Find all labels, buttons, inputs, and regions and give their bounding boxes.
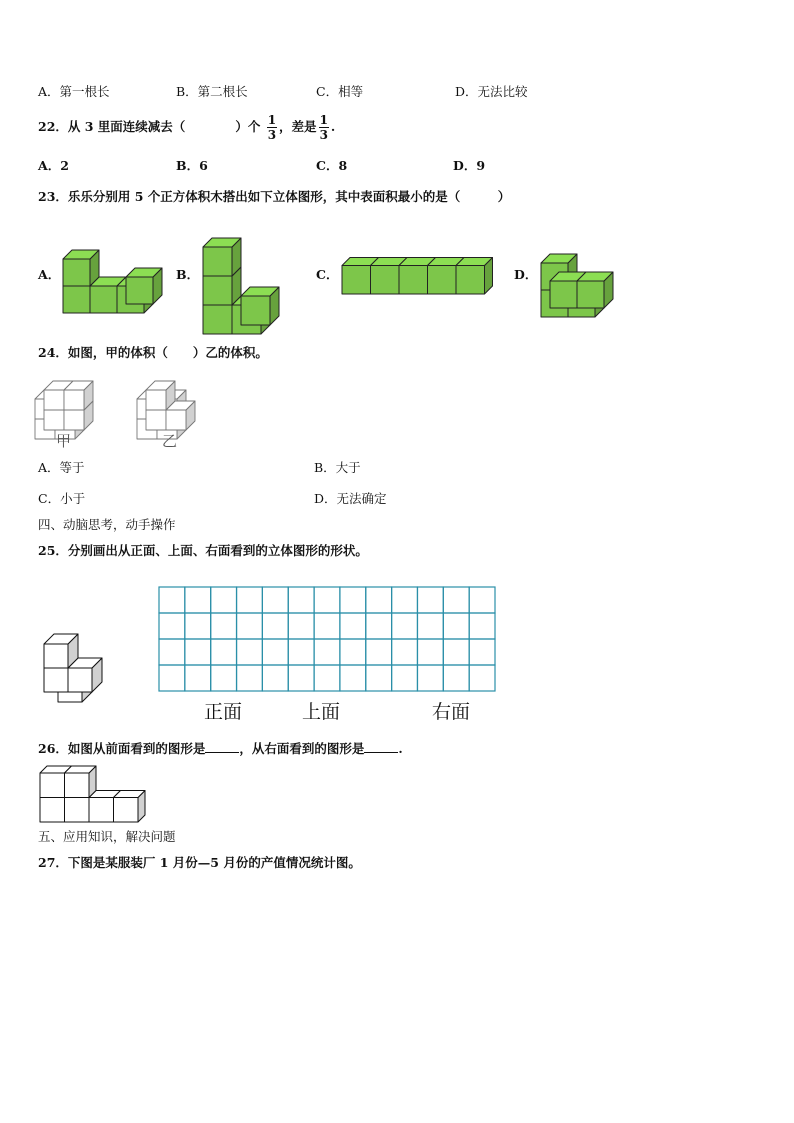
cube-front-face — [89, 798, 114, 823]
grid-cell[interactable] — [211, 613, 237, 639]
grid-cell[interactable] — [159, 639, 185, 665]
cube-front-face — [399, 266, 428, 295]
grid-cell[interactable] — [185, 587, 211, 613]
grid-cell[interactable] — [185, 665, 211, 691]
grid-cell[interactable] — [417, 587, 443, 613]
grid-cell[interactable] — [288, 613, 314, 639]
q22-option-b[interactable]: B．6 — [176, 158, 208, 173]
q25-label-front: 正面 — [204, 701, 243, 723]
q25-stem: 25．分别画出从正面、上面、右面看到的立体图形的形状。 — [38, 543, 368, 558]
grid-cell[interactable] — [314, 665, 340, 691]
grid-cell[interactable] — [392, 587, 418, 613]
cube-front-face — [456, 266, 485, 295]
q23-figure-b — [198, 215, 288, 335]
cube-front-face — [44, 390, 64, 410]
q22-fraction-1 — [267, 114, 277, 141]
cube-front-face — [44, 644, 68, 668]
cube-front-face — [550, 281, 577, 308]
grid-cell[interactable] — [262, 665, 288, 691]
q25-label-top: 上面 — [302, 701, 341, 723]
cube-front-face — [166, 410, 186, 430]
q26-stem-b: ，从右面看到的图形是 — [239, 741, 365, 756]
cube-front-face — [577, 281, 604, 308]
q27-stem: 27．下图是某服装厂 1 月份—5 月份的产值情况统计图。 — [38, 855, 361, 870]
grid-cell[interactable] — [366, 665, 392, 691]
cube-front-face — [65, 798, 90, 823]
q26-blank-right[interactable] — [364, 740, 398, 753]
grid-cell[interactable] — [443, 587, 469, 613]
q23-stem: 23．乐乐分别用 5 个正方体积木搭出如下立体图形，其中表面积最小的是（ ） — [38, 189, 511, 204]
grid-cell[interactable] — [392, 613, 418, 639]
grid-cell[interactable] — [443, 613, 469, 639]
grid-cell[interactable] — [237, 613, 263, 639]
grid-cell[interactable] — [469, 587, 495, 613]
q22-frac2-num: 1 — [319, 113, 328, 127]
grid-cell[interactable] — [262, 639, 288, 665]
q21-option-d[interactable]: D．无法比较 — [455, 84, 528, 99]
cube-front-face — [203, 247, 232, 276]
q22-stem-b: ）个 — [235, 119, 261, 134]
q23-option-b-label[interactable]: B． — [176, 267, 200, 282]
cube-front-face — [90, 286, 117, 313]
cube-front-face — [428, 266, 457, 295]
grid-cell[interactable] — [159, 587, 185, 613]
grid-cell[interactable] — [237, 665, 263, 691]
cube-front-face — [40, 773, 65, 798]
grid-cell[interactable] — [159, 613, 185, 639]
cube-front-face — [63, 259, 90, 286]
grid-cell[interactable] — [366, 613, 392, 639]
q26-stem-a: 26．如图从前面看到的图形是 — [38, 741, 206, 756]
grid-cell[interactable] — [314, 613, 340, 639]
grid-cell[interactable] — [262, 587, 288, 613]
q24-option-d[interactable]: D．无法确定 — [314, 491, 387, 506]
q24-label-yi: 乙 — [162, 432, 178, 450]
grid-cell[interactable] — [366, 587, 392, 613]
section5-title: 五、应用知识，解决问题 — [38, 829, 176, 844]
cube-front-face — [40, 798, 65, 823]
grid-cell[interactable] — [392, 639, 418, 665]
cube-front-face — [342, 266, 371, 295]
cube-front-face — [203, 276, 232, 305]
q21-option-a[interactable]: A．第一根长 — [38, 84, 110, 99]
grid-cell[interactable] — [211, 665, 237, 691]
q23-option-a-label[interactable]: A． — [38, 267, 61, 282]
grid-cell[interactable] — [417, 665, 443, 691]
q21-option-c[interactable]: C．相等 — [316, 84, 364, 99]
cube-front-face — [64, 390, 84, 410]
q22-option-a[interactable]: A．2 — [38, 158, 69, 173]
q26-figure — [38, 765, 150, 825]
grid-cell[interactable] — [159, 665, 185, 691]
q22-frac2-den: 3 — [319, 128, 328, 142]
q24-stem: 24．如图，甲的体积（ ）乙的体积。 — [38, 345, 268, 360]
q25-label-right: 右面 — [432, 701, 471, 723]
cube-front-face — [68, 668, 92, 692]
cube-front-face — [44, 668, 68, 692]
grid-cell[interactable] — [392, 665, 418, 691]
q26-blank-front[interactable] — [205, 740, 239, 753]
q24-option-c[interactable]: C．小于 — [38, 491, 86, 506]
q23-option-d-label[interactable]: D． — [514, 267, 538, 282]
grid-cell[interactable] — [314, 587, 340, 613]
cube-front-face — [203, 305, 232, 334]
q25-figure — [40, 616, 110, 694]
grid-cell[interactable] — [288, 665, 314, 691]
grid-cell[interactable] — [211, 639, 237, 665]
q24-label-jia: 甲 — [56, 432, 72, 450]
grid-cell[interactable] — [443, 639, 469, 665]
grid-cell[interactable] — [340, 587, 366, 613]
q24-figure-jia — [36, 366, 106, 432]
q26-stem-c: . — [398, 741, 403, 756]
grid-cell[interactable] — [469, 665, 495, 691]
cube-front-face — [126, 277, 153, 304]
q23-figure-a — [60, 232, 170, 314]
q23-figure-d — [538, 232, 618, 314]
grid-cell[interactable] — [237, 587, 263, 613]
q25-drawing-grid[interactable] — [158, 586, 496, 692]
cube-front-face — [44, 410, 64, 430]
grid-cell[interactable] — [469, 613, 495, 639]
q22-option-c[interactable]: C．8 — [316, 158, 348, 173]
cube-front-face — [371, 266, 400, 295]
grid-cell[interactable] — [237, 639, 263, 665]
grid-cell[interactable] — [262, 613, 288, 639]
q22-fraction-2 — [319, 114, 329, 141]
section4-title: 四、动脑思考，动手操作 — [38, 517, 176, 532]
grid-cell[interactable] — [443, 665, 469, 691]
cube-front-face — [146, 390, 166, 410]
q22-option-d[interactable]: D．9 — [453, 158, 486, 173]
grid-cell[interactable] — [340, 613, 366, 639]
cube-front-face — [241, 296, 270, 325]
grid-cell[interactable] — [340, 639, 366, 665]
cube-front-face — [64, 410, 84, 430]
q21-option-b[interactable]: B．第二根长 — [176, 84, 248, 99]
cube-front-face — [114, 798, 139, 823]
q22-stem — [38, 114, 335, 141]
q22-stem-c: ，差是 — [279, 119, 317, 134]
cube-front-face — [146, 410, 166, 430]
grid-cell[interactable] — [417, 613, 443, 639]
grid-cell[interactable] — [340, 665, 366, 691]
grid-cell[interactable] — [288, 587, 314, 613]
grid-cell[interactable] — [211, 587, 237, 613]
grid-cell[interactable] — [288, 639, 314, 665]
q24-option-b[interactable]: B．大于 — [314, 460, 361, 475]
q22-frac1-den: 3 — [267, 128, 277, 142]
q26-stem — [38, 739, 403, 757]
q23-figure-c — [340, 252, 500, 297]
q22-stem-a: 22．从 3 里面连续减去（ — [38, 119, 186, 134]
q23-option-c-label[interactable]: C． — [316, 267, 339, 282]
q22-frac1-num: 1 — [267, 113, 277, 127]
cube-front-face — [63, 286, 90, 313]
q24-figure-yi — [138, 366, 208, 432]
grid-cell[interactable] — [185, 639, 211, 665]
q24-option-a[interactable]: A．等于 — [38, 460, 85, 475]
cube-front-face — [65, 773, 90, 798]
q22-stem-d: . — [330, 119, 336, 134]
grid-cell[interactable] — [185, 613, 211, 639]
grid-cell[interactable] — [314, 639, 340, 665]
grid-cell[interactable] — [417, 639, 443, 665]
grid-cell[interactable] — [469, 639, 495, 665]
grid-cell[interactable] — [366, 639, 392, 665]
